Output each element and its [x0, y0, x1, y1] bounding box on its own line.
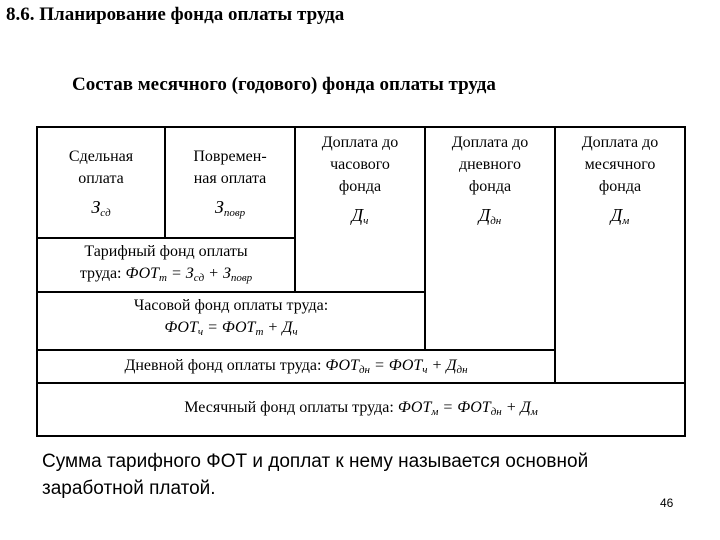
piecework-symbol: З [91, 197, 101, 217]
piecework-label-2: оплата [78, 170, 124, 187]
tariff-f1: ФОТ [125, 265, 160, 282]
summary-line-2: заработной платой. [42, 478, 216, 499]
monthly-a: ФОТ [397, 399, 432, 416]
monthly-a-sub: м [431, 406, 439, 418]
tariff-f2-sub: сд [193, 272, 205, 284]
monthly-surcharge-symbol: Д [610, 205, 623, 225]
daily-b: = ФОТ [369, 357, 423, 374]
daily-fund-label: Дневной фонд оплаты труда: [124, 357, 326, 374]
daily-a: ФОТ [325, 357, 359, 374]
hourly-fund-cell [38, 295, 424, 343]
tariff-fund-label: Тарифный фонд оплаты [84, 243, 248, 260]
hourly-surcharge-cell [296, 132, 424, 232]
divider-row4 [36, 382, 686, 384]
daily-a-sub: дн [358, 364, 370, 376]
monthly-surcharge-label-1: Доплата до [581, 134, 659, 151]
time-pay-label-2: ная оплата [193, 170, 267, 187]
divider-row3 [36, 349, 556, 351]
hourly-c-sub: ч [292, 326, 298, 338]
divider-row2 [36, 291, 426, 293]
monthly-fund-cell [38, 397, 684, 423]
tariff-f1-sub: т [159, 272, 167, 284]
hourly-fund-label: Часовой фонд оплаты труда: [133, 297, 329, 314]
daily-b-sub: ч [422, 364, 428, 376]
page-number: 46 [660, 496, 674, 510]
hourly-c: + Д [263, 319, 293, 336]
time-pay-symbol: З [214, 197, 224, 217]
time-pay-symbol-sub: повр [223, 207, 246, 219]
daily-fund-cell [38, 355, 554, 381]
monthly-surcharge-symbol-sub: м [622, 215, 630, 227]
daily-surcharge-label-3: фонда [468, 178, 512, 195]
tariff-f3-sub: повр [230, 272, 253, 284]
hourly-b-sub: т [255, 326, 264, 338]
time-pay-cell [166, 146, 294, 224]
daily-surcharge-label-1: Доплата до [451, 134, 529, 151]
hourly-surcharge-symbol: Д [351, 205, 364, 225]
hourly-b: = ФОТ [203, 319, 256, 336]
hourly-surcharge-label-1: Доплата до [321, 134, 399, 151]
slide-subtitle: Состав месячного (годового) фонда оплаты труда [72, 74, 496, 95]
table-border-bottom [36, 435, 686, 437]
daily-surcharge-symbol: Д [478, 205, 491, 225]
tariff-plus: + З [204, 265, 231, 282]
hourly-surcharge-label-2: часового [330, 156, 390, 173]
hourly-a: ФОТ [164, 319, 198, 336]
monthly-c-sub: м [530, 406, 538, 418]
hourly-a-sub: ч [197, 326, 204, 338]
monthly-surcharge-cell [556, 132, 684, 232]
monthly-surcharge-label-3: фонда [598, 178, 642, 195]
hourly-surcharge-symbol-sub: ч [363, 215, 369, 227]
table-border-top [36, 126, 686, 128]
piecework-pay-cell [38, 146, 164, 224]
monthly-fund-label: Месячный фонд оплаты труда: [184, 399, 398, 416]
daily-surcharge-symbol-sub: дн [490, 215, 502, 227]
tariff-fund-cell [38, 241, 294, 289]
summary-text [42, 448, 588, 502]
hourly-surcharge-label-3: фонда [338, 178, 382, 195]
tariff-eq: = З [166, 265, 194, 282]
piecework-symbol-sub: сд [100, 207, 111, 219]
daily-c: + Д [427, 357, 457, 374]
monthly-b: = ФОТ [438, 399, 491, 416]
summary-line-1: Сумма тарифного ФОТ и доплат к нему называется основной [42, 451, 589, 472]
tariff-fund-prefix: труда: [79, 265, 126, 282]
time-pay-label-1: Повремен- [193, 148, 267, 165]
monthly-b-sub: дн [490, 406, 502, 418]
table-border-right [684, 126, 686, 437]
daily-c-sub: дн [456, 364, 468, 376]
tariff-fund-formula [38, 263, 294, 289]
divider-row1 [36, 237, 296, 239]
piecework-label-1: Сдельная [68, 148, 134, 165]
daily-surcharge-label-2: дневного [458, 156, 522, 173]
daily-surcharge-cell [426, 132, 554, 232]
monthly-surcharge-label-2: месячного [584, 156, 656, 173]
monthly-c: + Д [501, 399, 531, 416]
slide-title: 8.6. Планирование фонда оплаты труда [6, 4, 345, 25]
hourly-fund-formula [38, 317, 424, 343]
